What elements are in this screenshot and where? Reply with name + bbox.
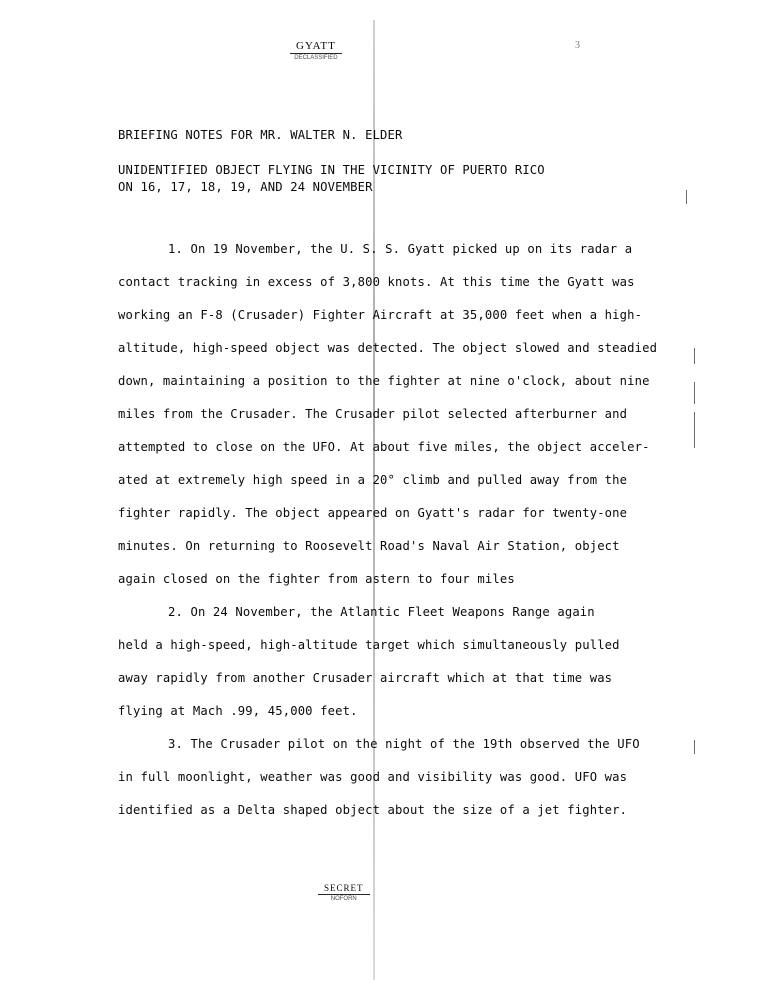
text-line: contact tracking in excess of 3,800 knots. At this time the Gyatt was <box>118 275 635 289</box>
scan-margin-mark <box>694 412 695 448</box>
text-line: held a high-speed, high-altitude target which simultaneously pulled <box>118 638 620 652</box>
text-line: attempted to close on the UFO. At about five miles, the object acceler- <box>118 440 650 454</box>
text-line: 1. On 19 November, the U. S. S. Gyatt picked up on its radar a <box>168 242 633 256</box>
text-line: altitude, high-speed object was detected. The object slowed and steadied <box>118 341 658 355</box>
scan-margin-mark <box>694 348 695 364</box>
scan-margin-mark <box>694 382 695 404</box>
subject-line-1: UNIDENTIFIED OBJECT FLYING IN THE VICINITY OF PUERTO RICO <box>118 163 545 177</box>
text-line: again closed on the fighter from astern to four miles <box>118 572 515 586</box>
briefing-title: BRIEFING NOTES FOR MR. WALTER N. ELDER <box>118 128 403 142</box>
text-line: fighter rapidly. The object appeared on Gyatt's radar for twenty-one <box>118 506 628 520</box>
text-line: flying at Mach .99, 45,000 feet. <box>118 704 358 718</box>
stamp-sub-text: DECLASSIFIED <box>294 55 338 61</box>
text-line: ated at extremely high speed in a 20° climb and pulled away from the <box>118 473 628 487</box>
text-line: in full moonlight, weather was good and visibility was good. UFO was <box>118 770 628 784</box>
text-line: away rapidly from another Crusader aircraft which at that time was <box>118 671 613 685</box>
text-line: working an F-8 (Crusader) Fighter Aircraft at 35,000 feet when a high- <box>118 308 643 322</box>
stamp-main-text: SECRET <box>318 883 370 895</box>
text-line: 2. On 24 November, the Atlantic Fleet Weapons Range again <box>168 605 595 619</box>
subject-line-2: ON 16, 17, 18, 19, AND 24 NOVEMBER <box>118 180 373 194</box>
text-line: minutes. On returning to Roosevelt Road's Naval Air Station, object <box>118 539 620 553</box>
stamp-main-text: GYATT <box>290 40 342 54</box>
classification-stamp-bottom <box>318 880 370 902</box>
page-number: 3 <box>575 40 580 51</box>
text-line: miles from the Crusader. The Crusader pilot selected afterburner and <box>118 407 628 421</box>
text-line: down, maintaining a position to the fighter at nine o'clock, about nine <box>118 374 650 388</box>
text-line: identified as a Delta shaped object about the size of a jet fighter. <box>118 803 628 817</box>
stamp-sub-text: NOFORN <box>330 896 357 902</box>
text-line: 3. The Crusader pilot on the night of the 19th observed the UFO <box>168 737 640 751</box>
scan-margin-mark <box>694 740 695 754</box>
classification-stamp-top <box>290 38 342 61</box>
scan-margin-mark <box>686 190 687 204</box>
